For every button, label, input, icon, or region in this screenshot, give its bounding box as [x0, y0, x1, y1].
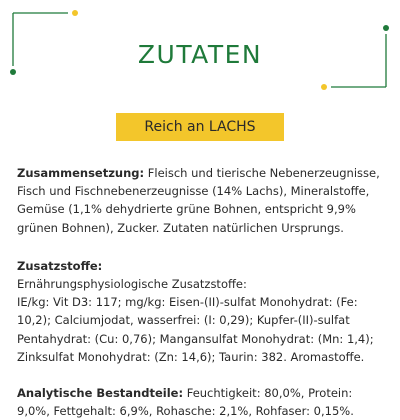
ingredients-content — [17, 164, 387, 420]
analytical-label: Analytische Bestandteile: — [17, 386, 184, 401]
composition-label: Zusammensetzung: — [17, 166, 145, 180]
composition-section — [17, 164, 387, 237]
additives-section — [17, 257, 387, 366]
composition-text: Fleisch und tierische Nebenerzeugnisse, Fisch und Fischnebenerzeugnisse (14% Lachs), Mineralstoffe, Gemüse (1,1% dehydrierte grüne Bohnen, entspricht 9,9% grünen Bohnen), Zucker. Zutaten natürlichen Ursprungs. — [17, 166, 380, 235]
additives-label: Zusatzstoffe: — [17, 258, 103, 273]
highlight-banner — [116, 113, 284, 141]
banner-label: Reich an LACHS — [144, 119, 256, 135]
additives-line-2: IE/kg: Vit D3: 117; mg/kg: Eisen-(II)-sulfat Monohydrat: (Fe: 10,2); Calciumjodat, wasserfrei: (I: 0,29); Kupfer-(II)-sulfat Pentahydrat: (Cu: 0,76); Mangansulfat Monohydrat: (Mn: 1,4); Zinksulfat Monohydrat: (Zn: 14,6); Taurin: 382. Aromastoffe. — [17, 295, 374, 364]
page-title: ZUTATEN — [137, 40, 263, 69]
analytical-text: Feuchtigkeit: 80,0%, Protein: 9,0%, Fettgehalt: 6,9%, Rohasche: 2,1%, Rohfaser: 0,15%. — [17, 386, 354, 419]
additives-line-1: Ernährungsphysiologische Zusatzstoffe: — [17, 277, 247, 292]
analytical-section — [17, 384, 387, 420]
